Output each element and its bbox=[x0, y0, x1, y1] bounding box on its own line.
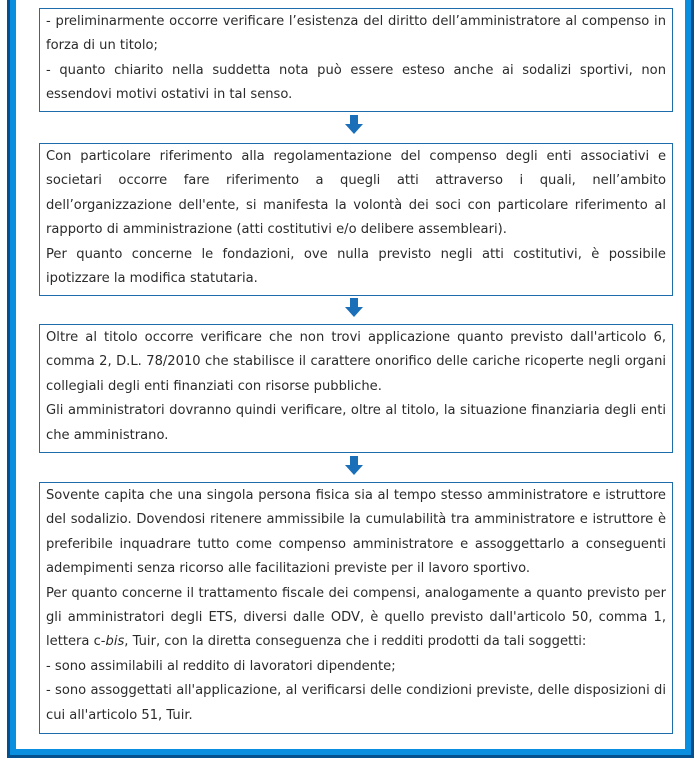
flow-box-1 bbox=[39, 8, 673, 112]
box-1-paragraph-1: - preliminarmente occorre verificare l’esistenza del diritto dell’amministratore al compenso in forza di un titolo; bbox=[46, 14, 666, 54]
arrow-down-icon bbox=[344, 115, 364, 135]
flow-box-3 bbox=[39, 324, 673, 453]
box-4-bullet-1: - sono assimilabili al reddito di lavoratori dipendente; bbox=[46, 658, 396, 674]
box-4-paragraph-2-italic: bis bbox=[105, 634, 125, 650]
box-2-paragraph-2: Per quanto concerne le fondazioni, ove nulla previsto negli atti costitutivi, è possibile ipotizzare la modifica statutaria. bbox=[46, 246, 666, 287]
box-4-paragraph-2-text-a: Per quanto concerne il trattamento fiscale dei compensi, analogamente a quanto previsto per gli amministratori degli ETS, diversi dalle ODV, è quello previsto dall'articolo 50, comma 1, lettera c- bbox=[46, 585, 666, 650]
box-4-paragraph-2-text-b: , Tuir, con la diretta conseguenza che i redditi prodotti da tali soggetti: bbox=[124, 634, 587, 650]
arrow-down-icon bbox=[344, 456, 364, 476]
box-4-paragraph-2 bbox=[46, 582, 666, 655]
box-1-paragraph-2: - quanto chiarito nella suddetta nota può essere esteso anche ai sodalizi sportivi, non essendovi motivi ostativi in tal senso. bbox=[46, 62, 666, 103]
box-2-paragraph-1: Con particolare riferimento alla regolamentazione del compenso degli enti associativi e societari occorre fare riferimento a quegli atti attraverso i quali, nell’ambito dell’organizzazione dell'ente, si manifesta la volontà dei soci con particolare riferimento al rapporto di amministrazione (atti costitutivi e/o delibere assembleari). bbox=[46, 149, 666, 238]
arrow-down-icon bbox=[344, 298, 364, 318]
box-3-paragraph-1: Oltre al titolo occorre verificare che non trovi applicazione quanto previsto dall'articolo 6, comma 2, D.L. 78/2010 che stabilisce il carattere onorifico delle cariche ricoperte negli organi collegiali degli enti finanziati con risorse pubbliche. bbox=[46, 330, 666, 394]
flow-box-4 bbox=[39, 482, 673, 734]
box-3-paragraph-2: Gli amministratori dovranno quindi verificare, oltre al titolo, la situazione finanziaria degli enti che amministrano. bbox=[46, 403, 666, 443]
box-4-bullet-2: - sono assoggettati all'applicazione, al verificarsi delle condizioni previste, delle disposizioni di cui all'articolo 51, Tuir. bbox=[46, 683, 666, 723]
flow-box-2 bbox=[39, 143, 673, 296]
box-4-paragraph-1: Sovente capita che una singola persona fisica sia al tempo stesso amministratore e istruttore del sodalizio. Dovendosi ritenere ammissibile la cumulabilità tra amministratore e istruttore è preferibile inquadrare tutto come compenso amministratore e assoggettarlo a conseguenti adempimenti senza ricorso alle facilitazioni previste per il lavoro sportivo. bbox=[46, 488, 666, 577]
